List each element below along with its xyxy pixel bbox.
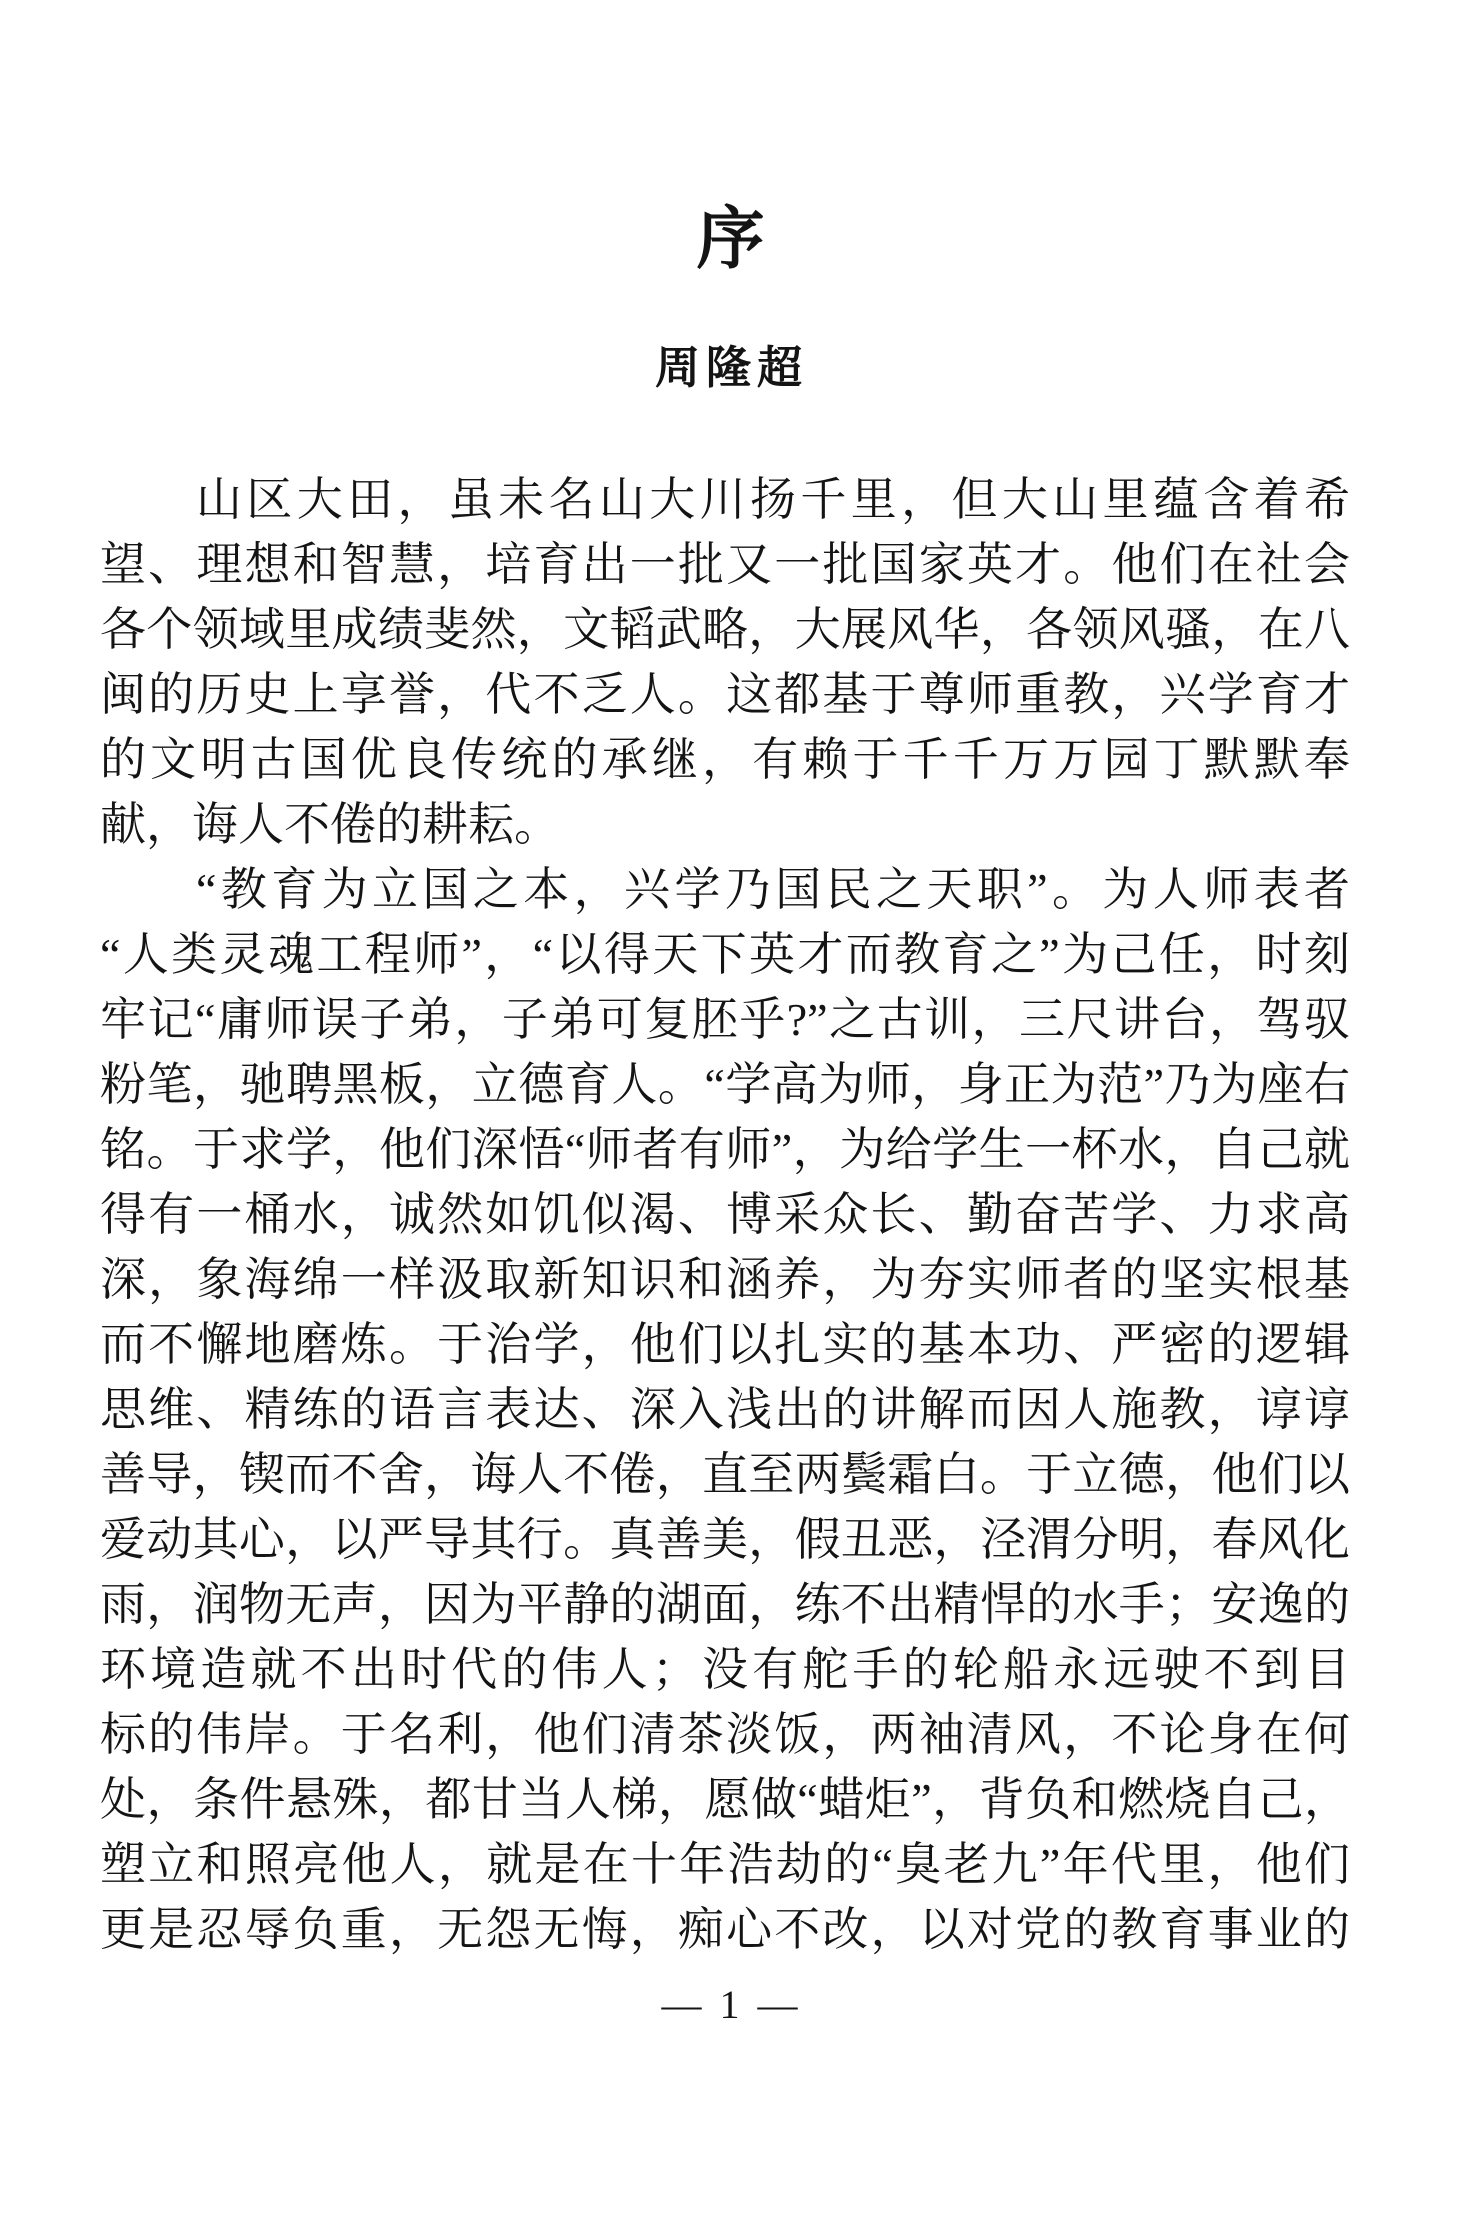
text-line: 善导，锲而不舍，诲人不倦，直至两鬓霜白。于立德，他们以 <box>100 1449 1350 1500</box>
text-line: 献，诲人不倦的耕耘。 <box>100 799 560 850</box>
text-line: 闽的历史上享誉，代不乏人。这都基于尊师重教，兴学育才 <box>100 669 1350 720</box>
text-line: 牢记“庸师误子弟，子弟可复胚乎?”之古训，三尺讲台，驾驭 <box>100 994 1350 1045</box>
text-line: 更是忍辱负重，无怨无悔，痴心不改，以对党的教育事业的 <box>100 1904 1350 1955</box>
text-line: 处，条件悬殊，都甘当人梯，愿做“蜡炬”，背负和燃烧自己， <box>100 1774 1350 1825</box>
text-line: 思维、精练的语言表达、深入浅出的讲解而因人施教，谆谆 <box>100 1384 1350 1435</box>
text-line: “教育为立国之本，兴学乃国民之天职”。为人师表者 <box>196 864 1350 915</box>
text-line: 塑立和照亮他人，就是在十年浩劫的“臭老九”年代里，他们 <box>100 1839 1350 1890</box>
text-line: 粉笔，驰聘黑板，立德育人。“学高为师，身正为范”乃为座右 <box>100 1059 1350 1110</box>
text-line: 望、理想和智慧，培育出一批又一批国家英才。他们在社会 <box>100 539 1350 590</box>
text-line: 铭。于求学，他们深悟“师者有师”，为给学生一杯水，自己就 <box>100 1124 1350 1175</box>
text-line: 山区大田，虽未名山大川扬千里，但大山里蕴含着希 <box>196 474 1350 525</box>
page-title: 序 <box>696 201 767 277</box>
text-line: 环境造就不出时代的伟人；没有舵手的轮船永远驶不到目 <box>100 1644 1350 1695</box>
text-line: 的文明古国优良传统的承继，有赖于千千万万园丁默默奉 <box>100 734 1350 785</box>
text-line: 得有一桶水，诚然如饥似渴、博采众长、勤奋苦学、力求高 <box>100 1189 1350 1240</box>
page-number: — 1 — <box>661 1982 802 2027</box>
text-line: 而不懈地磨炼。于治学，他们以扎实的基本功、严密的逻辑 <box>100 1319 1350 1370</box>
text-line: 标的伟岸。于名利，他们清茶淡饭，两袖清风，不论身在何 <box>100 1709 1350 1760</box>
document-body <box>100 467 1350 1962</box>
text-line: “人类灵魂工程师”，“以得天下英才而教育之”为己任，时刻 <box>100 929 1350 980</box>
text-line: 深，象海绵一样汲取新知识和涵养，为夯实师者的坚实根基 <box>100 1254 1350 1305</box>
text-line: 雨，润物无声，因为平静的湖面，练不出精悍的水手；安逸的 <box>100 1579 1350 1630</box>
text-line: 爱动其心，以严导其行。真善美，假丑恶，泾渭分明，春风化 <box>100 1514 1350 1565</box>
author-name: 周隆超 <box>654 342 808 393</box>
text-line: 各个领域里成绩斐然，文韬武略，大展风华，各领风骚，在八 <box>100 604 1350 655</box>
